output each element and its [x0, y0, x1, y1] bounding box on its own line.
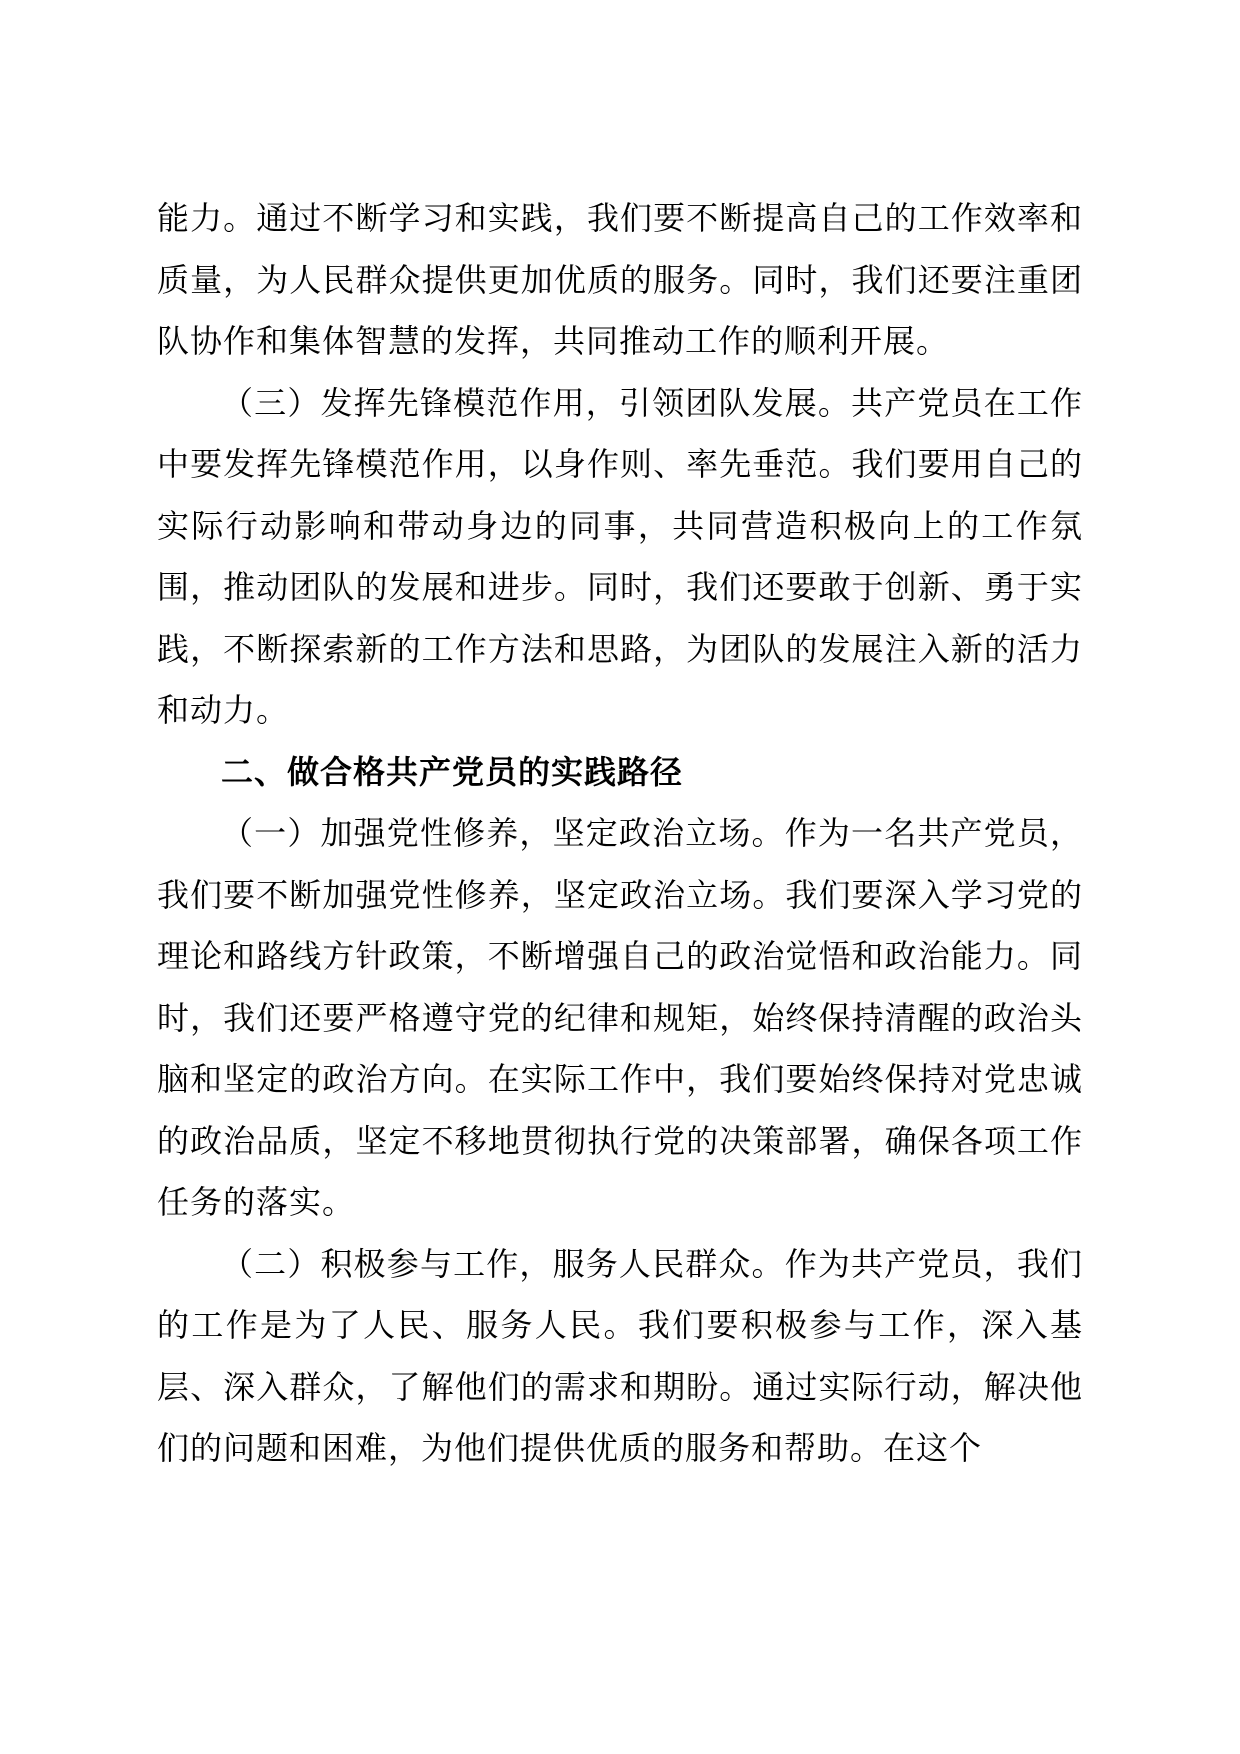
paragraph-subsection-1: （一）加强党性修养，坚定政治立场。作为一名共产党员，我们要不断加强党性修养，坚定政治立场。我们要深入学习党的理论和路线方针政策，不断增强自己的政治觉悟和政治能力。同时，我们还要严格遵守党的纪律和规矩，始终保持清醒的政治头脑和坚定的政治方向。在实际工作中，我们要始终保持对党忠诚的政治品质，坚定不移地贯彻执行党的决策部署，确保各项工作任务的落实。	[157, 814, 1083, 1221]
paragraph-subsection-2: （二）积极参与工作，服务人民群众。作为共产党员，我们的工作是为了人民、服务人民。我们要积极参与工作，深入基层、深入群众，了解他们的需求和期盼。通过实际行动，解决他们的问题和困难，为他们提供优质的服务和帮助。在这个	[157, 1244, 1083, 1467]
section-heading: 二、做合格共产党员的实践路径	[221, 752, 684, 791]
document-body	[157, 188, 1083, 1480]
paragraph-continuation: 能力。通过不断学习和实践，我们要不断提高自己的工作效率和质量，为人民群众提供更加优质的服务。同时，我们还要注重团队协作和集体智慧的发挥，共同推动工作的顺利开展。	[157, 199, 1083, 360]
paragraph-section-3: （三）发挥先锋模范作用，引领团队发展。共产党员在工作中要发挥先锋模范作用，以身作则、率先垂范。我们要用自己的实际行动影响和带动身边的同事，共同营造积极向上的工作氛围，推动团队的发展和进步。同时，我们还要敢于创新、勇于实践，不断探索新的工作方法和思路，为团队的发展注入新的活力和动力。	[157, 383, 1083, 729]
